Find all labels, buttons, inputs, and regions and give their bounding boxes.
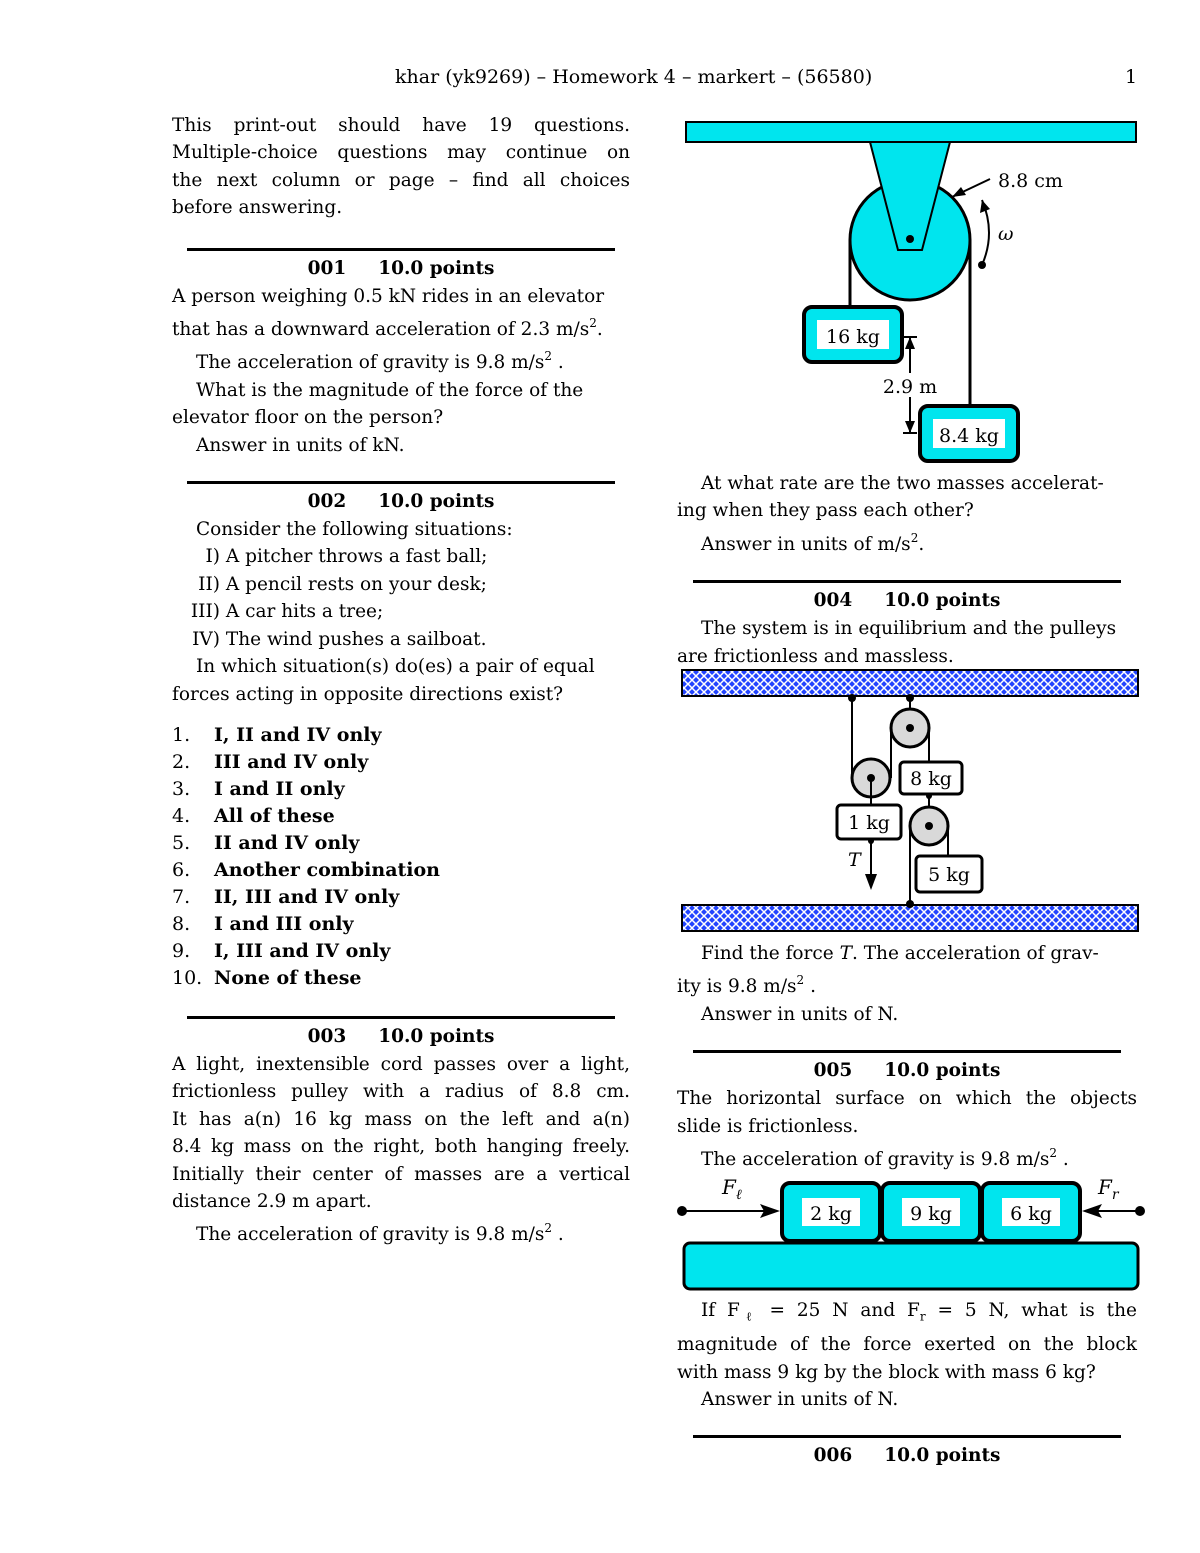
q001-line: A person weighing 0.5 kN rides in an elevator	[172, 285, 605, 307]
choice-item[interactable]: 9. I, III and IV only	[172, 939, 391, 962]
question-points: 10.0 points	[378, 1025, 495, 1047]
q005-question-cont: with mass 9 kg by the block with mass 6 kg?	[677, 1361, 1096, 1383]
page-header-title: khar (yk9269) – Homework 4 – markert – (56580)	[395, 66, 873, 88]
situation-item: III) A car hits a tree;	[190, 601, 384, 623]
q003-line: distance 2.9 m apart.	[172, 1190, 372, 1212]
question-points: 10.0 points	[884, 590, 1001, 612]
question-divider	[693, 1050, 1121, 1053]
right-column-q003	[677, 470, 1137, 670]
q003-gravity: The acceleration of gravity is 9.8 $m/s^2$ .	[196, 1221, 564, 1246]
question-divider	[187, 248, 615, 251]
q004-find: Find the force T. The acceleration of grav-	[701, 943, 1099, 964]
q001-line: that has a downward acceleration of 2.3 $m/s^2$.	[172, 316, 603, 341]
block-6kg-label: 6 kg	[1010, 1203, 1052, 1225]
choice-item[interactable]: 4. All of these	[172, 804, 335, 827]
block-9kg-label: 9 kg	[910, 1203, 952, 1225]
mass-16kg-label: 16 kg	[826, 326, 880, 348]
bottom-floor	[682, 905, 1138, 931]
question-002-header	[172, 488, 630, 516]
choice-item[interactable]: 2. III and IV only	[172, 750, 369, 773]
question-005-header	[677, 1057, 1137, 1085]
question-number: 003	[307, 1025, 347, 1047]
question-points: 10.0 points	[884, 1060, 1001, 1082]
q003-line: It has a(n) 16 kg mass on the left and a(n)	[172, 1108, 630, 1130]
omega-label: ω	[998, 223, 1014, 245]
mass-8kg-label: 8 kg	[910, 768, 952, 790]
question-number: 006	[813, 1445, 853, 1467]
choice-item[interactable]: 6. Another combination	[172, 858, 440, 881]
situation-item: I) A pitcher throws a fast ball;	[205, 546, 488, 568]
radius-label: 8.8 cm	[998, 170, 1063, 192]
q002-question: In which situation(s) do(es) a pair of equal	[196, 656, 595, 678]
choice-item[interactable]: 5. II and IV only	[172, 831, 360, 854]
choice-item[interactable]: 3. I and II only	[172, 777, 345, 800]
q001-question-cont: elevator floor on the person?	[172, 407, 444, 429]
pulley-axle	[906, 235, 914, 243]
q003-line: Initially their center of masses are a vertical	[172, 1163, 630, 1185]
question-divider	[187, 481, 615, 484]
question-004-header	[677, 587, 1137, 615]
blocks-figure	[670, 1170, 1150, 1295]
q003-question: At what rate are the two masses accelerat-	[701, 473, 1104, 494]
q003-line: 8.4 kg mass on the right, both hanging freely.	[172, 1136, 630, 1158]
question-001-header	[172, 255, 630, 283]
situation-item: IV) The wind pushes a sailboat.	[192, 628, 487, 650]
right-column-q005-text	[677, 1297, 1137, 1470]
intro-line: Multiple-choice questions may continue on	[172, 142, 630, 164]
question-points: 10.0 points	[884, 1445, 1001, 1467]
ceiling-beam	[686, 122, 1136, 142]
block-2kg-label: 2 kg	[810, 1203, 852, 1225]
q002-intro: Consider the following situations:	[196, 519, 513, 541]
q004-line: are frictionless and massless.	[677, 645, 954, 667]
intro-line: before answering.	[172, 197, 343, 219]
mass-5kg-label: 5 kg	[928, 864, 970, 886]
mass-8-4kg-label: 8.4 kg	[939, 425, 999, 447]
choice-item[interactable]: 8. I and III only	[172, 912, 354, 935]
question-divider	[693, 1435, 1121, 1438]
force-right-label: $F_r$	[1098, 1175, 1119, 1203]
intro-line: the next column or page – find all choices	[172, 169, 630, 191]
right-column-q004-text	[677, 940, 1137, 1173]
pulley-figure	[680, 115, 1150, 475]
question-points: 10.0 points	[378, 491, 495, 513]
q001-answer-units: Answer in units of kN.	[196, 434, 405, 456]
top-ceiling	[682, 670, 1138, 696]
question-006-header	[677, 1442, 1137, 1470]
question-001-body	[172, 283, 630, 459]
question-003-header	[172, 1023, 630, 1051]
intro-line: This print-out should have 19 questions.	[172, 115, 630, 136]
page-number: 1	[1125, 66, 1138, 88]
q005-gravity: The acceleration of gravity is 9.8 $m/s^2$ .	[701, 1146, 1069, 1171]
distance-arrow-down	[905, 421, 915, 433]
question-divider	[693, 580, 1121, 583]
q003-question-cont: ing when they pass each other?	[677, 500, 974, 522]
question-number: 004	[813, 590, 853, 612]
q001-question: What is the magnitude of the force of the	[196, 379, 584, 401]
q003-answer-units: Answer in units of $m/s^2$.	[701, 530, 925, 555]
question-002-body	[172, 516, 630, 992]
floor-surface	[684, 1243, 1138, 1289]
q005-line: The horizontal surface on which the objects	[677, 1088, 1137, 1110]
question-number: 005	[813, 1060, 853, 1082]
q005-line: slide is frictionless.	[677, 1115, 859, 1137]
q004-gravity: ity is 9.8 $m/s^2$ .	[677, 973, 816, 998]
tension-label: T	[848, 849, 861, 871]
intro-text	[172, 112, 630, 222]
distance-arrow-up	[905, 337, 915, 349]
question-divider	[187, 1016, 615, 1019]
mass-1kg-label: 1 kg	[848, 812, 890, 834]
q005-answer-units: Answer in units of N.	[701, 1388, 899, 1410]
q002-question-cont: forces acting in opposite directions exist?	[172, 683, 564, 705]
question-number: 002	[307, 491, 347, 513]
q004-answer-units: Answer in units of N.	[701, 1003, 899, 1025]
question-003-body	[172, 1051, 630, 1249]
q004-line: The system is in equilibrium and the pulleys	[701, 618, 1117, 640]
choice-item[interactable]: 1. I, II and IV only	[172, 723, 382, 746]
equilibrium-figure	[680, 668, 1142, 936]
choice-list	[172, 722, 630, 992]
q003-line: frictionless pulley with a radius of 8.8 cm.	[172, 1081, 630, 1103]
choice-item[interactable]: 7. II, III and IV only	[172, 885, 400, 908]
left-column	[172, 112, 630, 1249]
q001-gravity: The acceleration of gravity is 9.8 $m/s^2$ .	[196, 349, 564, 374]
q005-question-cont: magnitude of the force exerted on the block	[677, 1334, 1137, 1356]
q003-line: A light, inextensible cord passes over a light,	[172, 1053, 630, 1075]
situation-item: II) A pencil rests on your desk;	[198, 573, 487, 595]
q005-question: If $F_\ell = 25$ N and $F_r = 5$ N, what is the	[701, 1300, 1137, 1324]
question-points: 10.0 points	[378, 257, 495, 279]
question-number: 001	[307, 257, 347, 279]
force-left-label: $F_\ell$	[722, 1175, 742, 1203]
distance-label: 2.9 m	[882, 376, 938, 398]
choice-item[interactable]: 10. None of these	[172, 966, 362, 989]
